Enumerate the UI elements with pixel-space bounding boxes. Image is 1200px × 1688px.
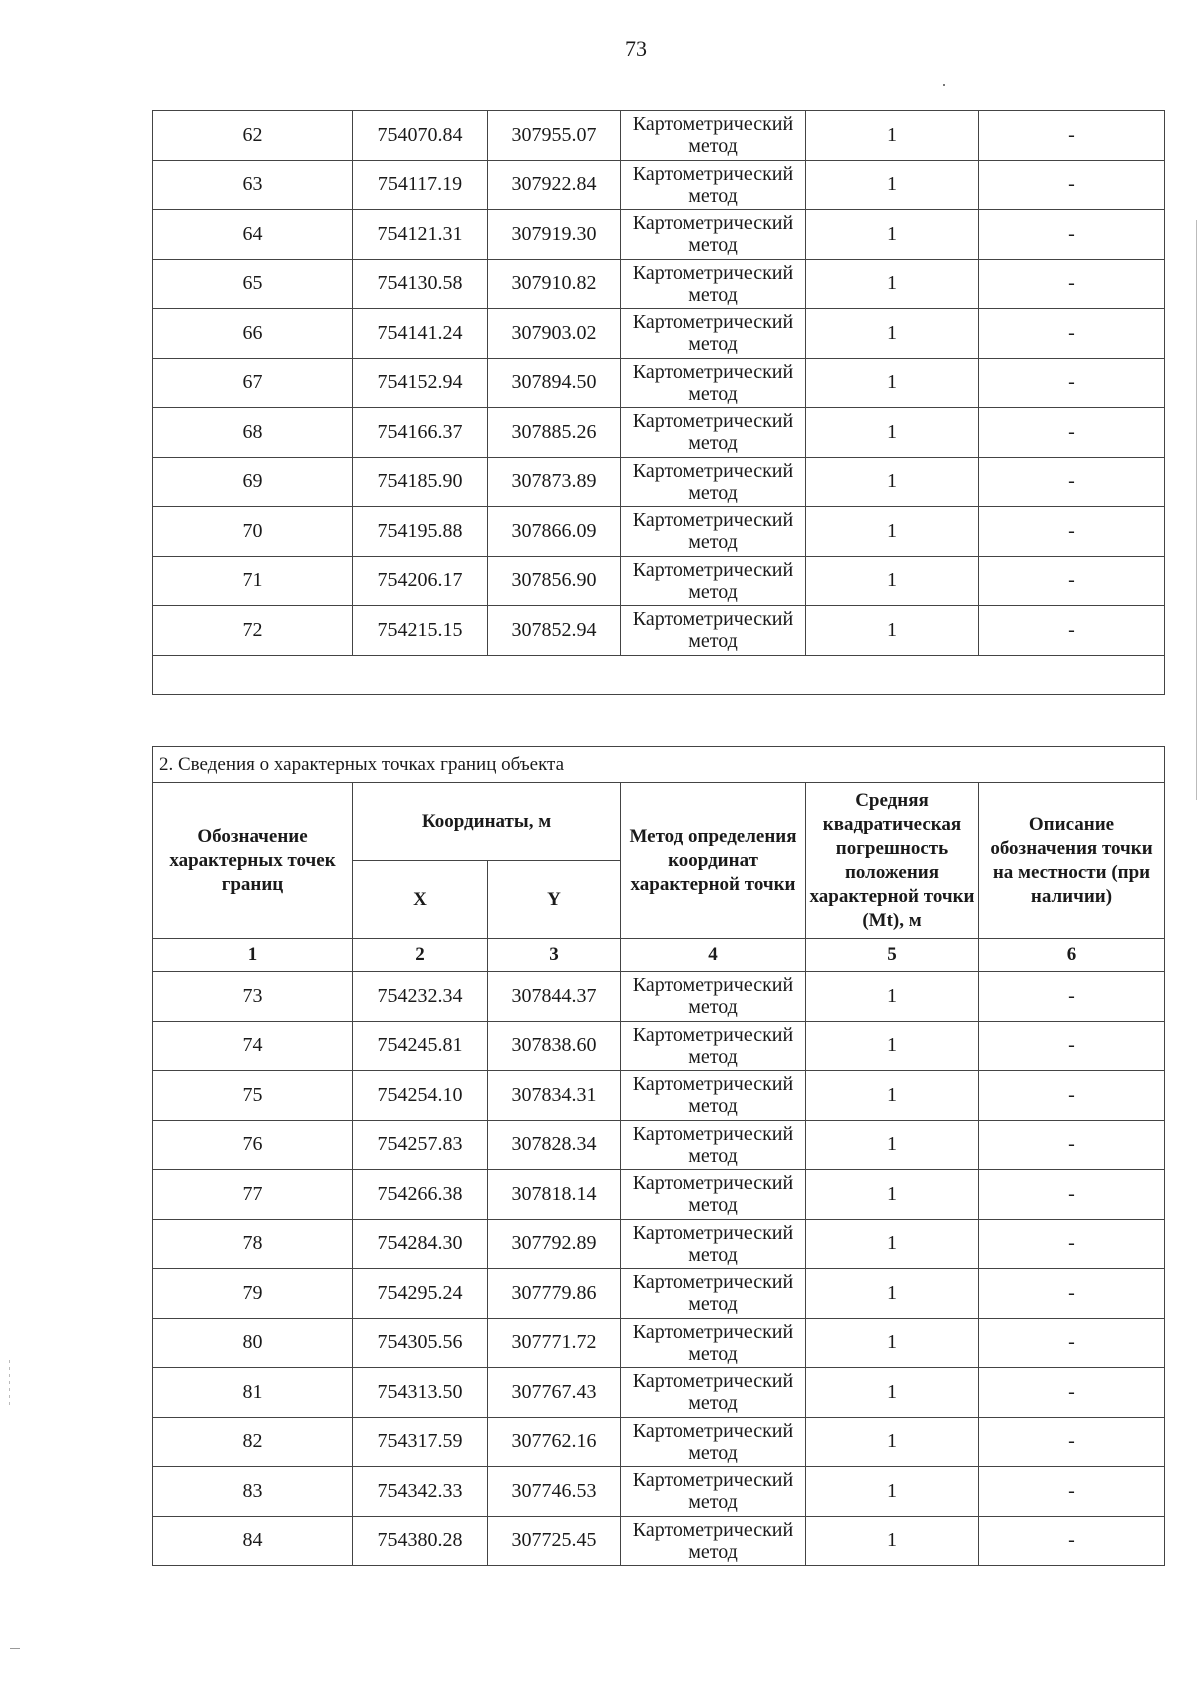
point-cell: 82: [153, 1417, 353, 1467]
description-cell: -: [979, 1318, 1165, 1368]
mt-cell: 1: [806, 1120, 979, 1170]
description-cell: -: [979, 210, 1165, 260]
method-cell: Картометрический метод: [621, 1021, 806, 1071]
y-cell: 307885.26: [488, 408, 621, 458]
x-cell: 754245.81: [353, 1021, 488, 1071]
description-cell: -: [979, 606, 1165, 656]
x-cell: 754215.15: [353, 606, 488, 656]
x-cell: 754117.19: [353, 160, 488, 210]
description-cell: -: [979, 160, 1165, 210]
description-cell: -: [979, 259, 1165, 309]
table-row: [153, 1516, 1165, 1566]
column-number: 6: [979, 939, 1165, 972]
y-cell: 307903.02: [488, 309, 621, 359]
description-cell: -: [979, 358, 1165, 408]
header-y: Y: [488, 861, 621, 939]
x-cell: 754342.33: [353, 1467, 488, 1517]
table-row: [153, 1170, 1165, 1220]
method-cell: Картометрический метод: [621, 1120, 806, 1170]
method-cell: Картометрический метод: [621, 1467, 806, 1517]
y-cell: 307856.90: [488, 556, 621, 606]
mt-cell: 1: [806, 1170, 979, 1220]
point-cell: 63: [153, 160, 353, 210]
y-cell: 307852.94: [488, 606, 621, 656]
y-cell: 307746.53: [488, 1467, 621, 1517]
y-cell: 307779.86: [488, 1269, 621, 1319]
boundary-points-table: [152, 746, 1165, 1566]
mt-cell: 1: [806, 507, 979, 557]
scan-margin-ticks: [9, 1360, 10, 1405]
mt-cell: 1: [806, 1071, 979, 1121]
mt-cell: 1: [806, 1021, 979, 1071]
table-row: [153, 1417, 1165, 1467]
y-cell: 307844.37: [488, 972, 621, 1022]
method-cell: Картометрический метод: [621, 1318, 806, 1368]
x-cell: 754317.59: [353, 1417, 488, 1467]
x-cell: 754141.24: [353, 309, 488, 359]
y-cell: 307771.72: [488, 1318, 621, 1368]
mt-cell: 1: [806, 1318, 979, 1368]
point-cell: 78: [153, 1219, 353, 1269]
point-cell: 65: [153, 259, 353, 309]
empty-cell: [153, 655, 1165, 694]
y-cell: 307838.60: [488, 1021, 621, 1071]
continuation-table: [152, 110, 1165, 695]
point-cell: 64: [153, 210, 353, 260]
point-cell: 71: [153, 556, 353, 606]
method-cell: Картометрический метод: [621, 1071, 806, 1121]
method-cell: Картометрический метод: [621, 210, 806, 260]
description-cell: -: [979, 1170, 1165, 1220]
point-cell: 68: [153, 408, 353, 458]
method-cell: Картометрический метод: [621, 1516, 806, 1566]
table-row: [153, 1219, 1165, 1269]
table-row: [153, 309, 1165, 359]
mt-cell: 1: [806, 111, 979, 161]
mt-cell: 1: [806, 1368, 979, 1418]
point-cell: 75: [153, 1071, 353, 1121]
mt-cell: 1: [806, 210, 979, 260]
table-row: [153, 1318, 1165, 1368]
method-cell: Картометрический метод: [621, 1368, 806, 1418]
page-number: 73: [625, 36, 647, 61]
table-row: [153, 259, 1165, 309]
mt-cell: 1: [806, 1516, 979, 1566]
description-cell: -: [979, 1071, 1165, 1121]
x-cell: 754284.30: [353, 1219, 488, 1269]
description-cell: -: [979, 408, 1165, 458]
method-cell: Картометрический метод: [621, 259, 806, 309]
description-cell: -: [979, 972, 1165, 1022]
point-cell: 74: [153, 1021, 353, 1071]
mt-cell: 1: [806, 457, 979, 507]
method-cell: Картометрический метод: [621, 556, 806, 606]
point-cell: 84: [153, 1516, 353, 1566]
y-cell: 307955.07: [488, 111, 621, 161]
mt-cell: 1: [806, 309, 979, 359]
y-cell: 307792.89: [488, 1219, 621, 1269]
column-numbers-row: [153, 939, 1165, 972]
y-cell: 307873.89: [488, 457, 621, 507]
method-cell: Картометрический метод: [621, 1170, 806, 1220]
column-number: 2: [353, 939, 488, 972]
table-row: [153, 972, 1165, 1022]
point-cell: 70: [153, 507, 353, 557]
x-cell: 754254.10: [353, 1071, 488, 1121]
description-cell: -: [979, 111, 1165, 161]
mt-cell: 1: [806, 972, 979, 1022]
point-cell: 79: [153, 1269, 353, 1319]
mt-cell: 1: [806, 408, 979, 458]
table-row: [153, 408, 1165, 458]
y-cell: 307910.82: [488, 259, 621, 309]
mt-cell: 1: [806, 1269, 979, 1319]
method-cell: Картометрический метод: [621, 309, 806, 359]
header-point-designation: Обозначение характерных точек границ: [153, 783, 353, 939]
x-cell: 754070.84: [353, 111, 488, 161]
y-cell: 307834.31: [488, 1071, 621, 1121]
table-row: [153, 1467, 1165, 1517]
y-cell: 307866.09: [488, 507, 621, 557]
header-coordinates: Координаты, м: [353, 783, 621, 861]
scan-mark: [10, 1648, 20, 1649]
table-row: [153, 358, 1165, 408]
method-cell: Картометрический метод: [621, 972, 806, 1022]
table-row: [153, 1368, 1165, 1418]
point-cell: 76: [153, 1120, 353, 1170]
method-cell: Картометрический метод: [621, 408, 806, 458]
scan-dot: [943, 84, 945, 86]
table-row: [153, 1021, 1165, 1071]
point-cell: 80: [153, 1318, 353, 1368]
y-cell: 307725.45: [488, 1516, 621, 1566]
method-cell: Картометрический метод: [621, 1269, 806, 1319]
x-cell: 754152.94: [353, 358, 488, 408]
header-method: Метод определения координат характерной точки: [621, 783, 806, 939]
header-x: X: [353, 861, 488, 939]
method-cell: Картометрический метод: [621, 507, 806, 557]
x-cell: 754166.37: [353, 408, 488, 458]
method-cell: Картометрический метод: [621, 606, 806, 656]
table-row: [153, 1120, 1165, 1170]
table-row: [153, 1071, 1165, 1121]
boundary-points-table-body: [153, 972, 1165, 1566]
point-cell: 77: [153, 1170, 353, 1220]
table-row: [153, 556, 1165, 606]
column-number: 1: [153, 939, 353, 972]
method-cell: Картометрический метод: [621, 111, 806, 161]
point-cell: 72: [153, 606, 353, 656]
y-cell: 307767.43: [488, 1368, 621, 1418]
y-cell: 307828.34: [488, 1120, 621, 1170]
x-cell: 754257.83: [353, 1120, 488, 1170]
table-row: [153, 507, 1165, 557]
y-cell: 307818.14: [488, 1170, 621, 1220]
table-row: [153, 457, 1165, 507]
x-cell: 754380.28: [353, 1516, 488, 1566]
x-cell: 754305.56: [353, 1318, 488, 1368]
point-cell: 83: [153, 1467, 353, 1517]
y-cell: 307762.16: [488, 1417, 621, 1467]
method-cell: Картометрический метод: [621, 1417, 806, 1467]
method-cell: Картометрический метод: [621, 1219, 806, 1269]
column-number: 3: [488, 939, 621, 972]
y-cell: 307894.50: [488, 358, 621, 408]
x-cell: 754195.88: [353, 507, 488, 557]
mt-cell: 1: [806, 556, 979, 606]
point-cell: 69: [153, 457, 353, 507]
table-row: [153, 160, 1165, 210]
mt-cell: 1: [806, 358, 979, 408]
x-cell: 754206.17: [353, 556, 488, 606]
continuation-table-body: [153, 111, 1165, 695]
method-cell: Картометрический метод: [621, 358, 806, 408]
section-title: 2. Сведения о характерных точках границ объекта: [153, 747, 1165, 783]
description-cell: -: [979, 1467, 1165, 1517]
method-cell: Картометрический метод: [621, 160, 806, 210]
description-cell: -: [979, 1417, 1165, 1467]
description-cell: -: [979, 1269, 1165, 1319]
x-cell: 754313.50: [353, 1368, 488, 1418]
description-cell: -: [979, 556, 1165, 606]
table-row: [153, 606, 1165, 656]
description-cell: -: [979, 1120, 1165, 1170]
table-row: [153, 210, 1165, 260]
description-cell: -: [979, 457, 1165, 507]
point-cell: 81: [153, 1368, 353, 1418]
mt-cell: 1: [806, 259, 979, 309]
x-cell: 754185.90: [353, 457, 488, 507]
description-cell: -: [979, 309, 1165, 359]
mt-cell: 1: [806, 1417, 979, 1467]
description-cell: -: [979, 1368, 1165, 1418]
mt-cell: 1: [806, 606, 979, 656]
y-cell: 307919.30: [488, 210, 621, 260]
x-cell: 754130.58: [353, 259, 488, 309]
column-number: 5: [806, 939, 979, 972]
header-mt: Средняя квадратическая погрешность положения характерной точки (Mt), м: [806, 783, 979, 939]
x-cell: 754121.31: [353, 210, 488, 260]
point-cell: 73: [153, 972, 353, 1022]
x-cell: 754232.34: [353, 972, 488, 1022]
point-cell: 62: [153, 111, 353, 161]
scan-edge-line: [1196, 220, 1197, 800]
mt-cell: 1: [806, 1219, 979, 1269]
point-cell: 66: [153, 309, 353, 359]
mt-cell: 1: [806, 1467, 979, 1517]
method-cell: Картометрический метод: [621, 457, 806, 507]
description-cell: -: [979, 1516, 1165, 1566]
description-cell: -: [979, 1219, 1165, 1269]
x-cell: 754295.24: [353, 1269, 488, 1319]
point-cell: 67: [153, 358, 353, 408]
header-description: Описание обозначения точки на местности (при наличии): [979, 783, 1165, 939]
empty-row: [153, 655, 1165, 694]
column-number: 4: [621, 939, 806, 972]
y-cell: 307922.84: [488, 160, 621, 210]
description-cell: -: [979, 507, 1165, 557]
mt-cell: 1: [806, 160, 979, 210]
description-cell: -: [979, 1021, 1165, 1071]
x-cell: 754266.38: [353, 1170, 488, 1220]
table-row: [153, 111, 1165, 161]
table-row: [153, 1269, 1165, 1319]
